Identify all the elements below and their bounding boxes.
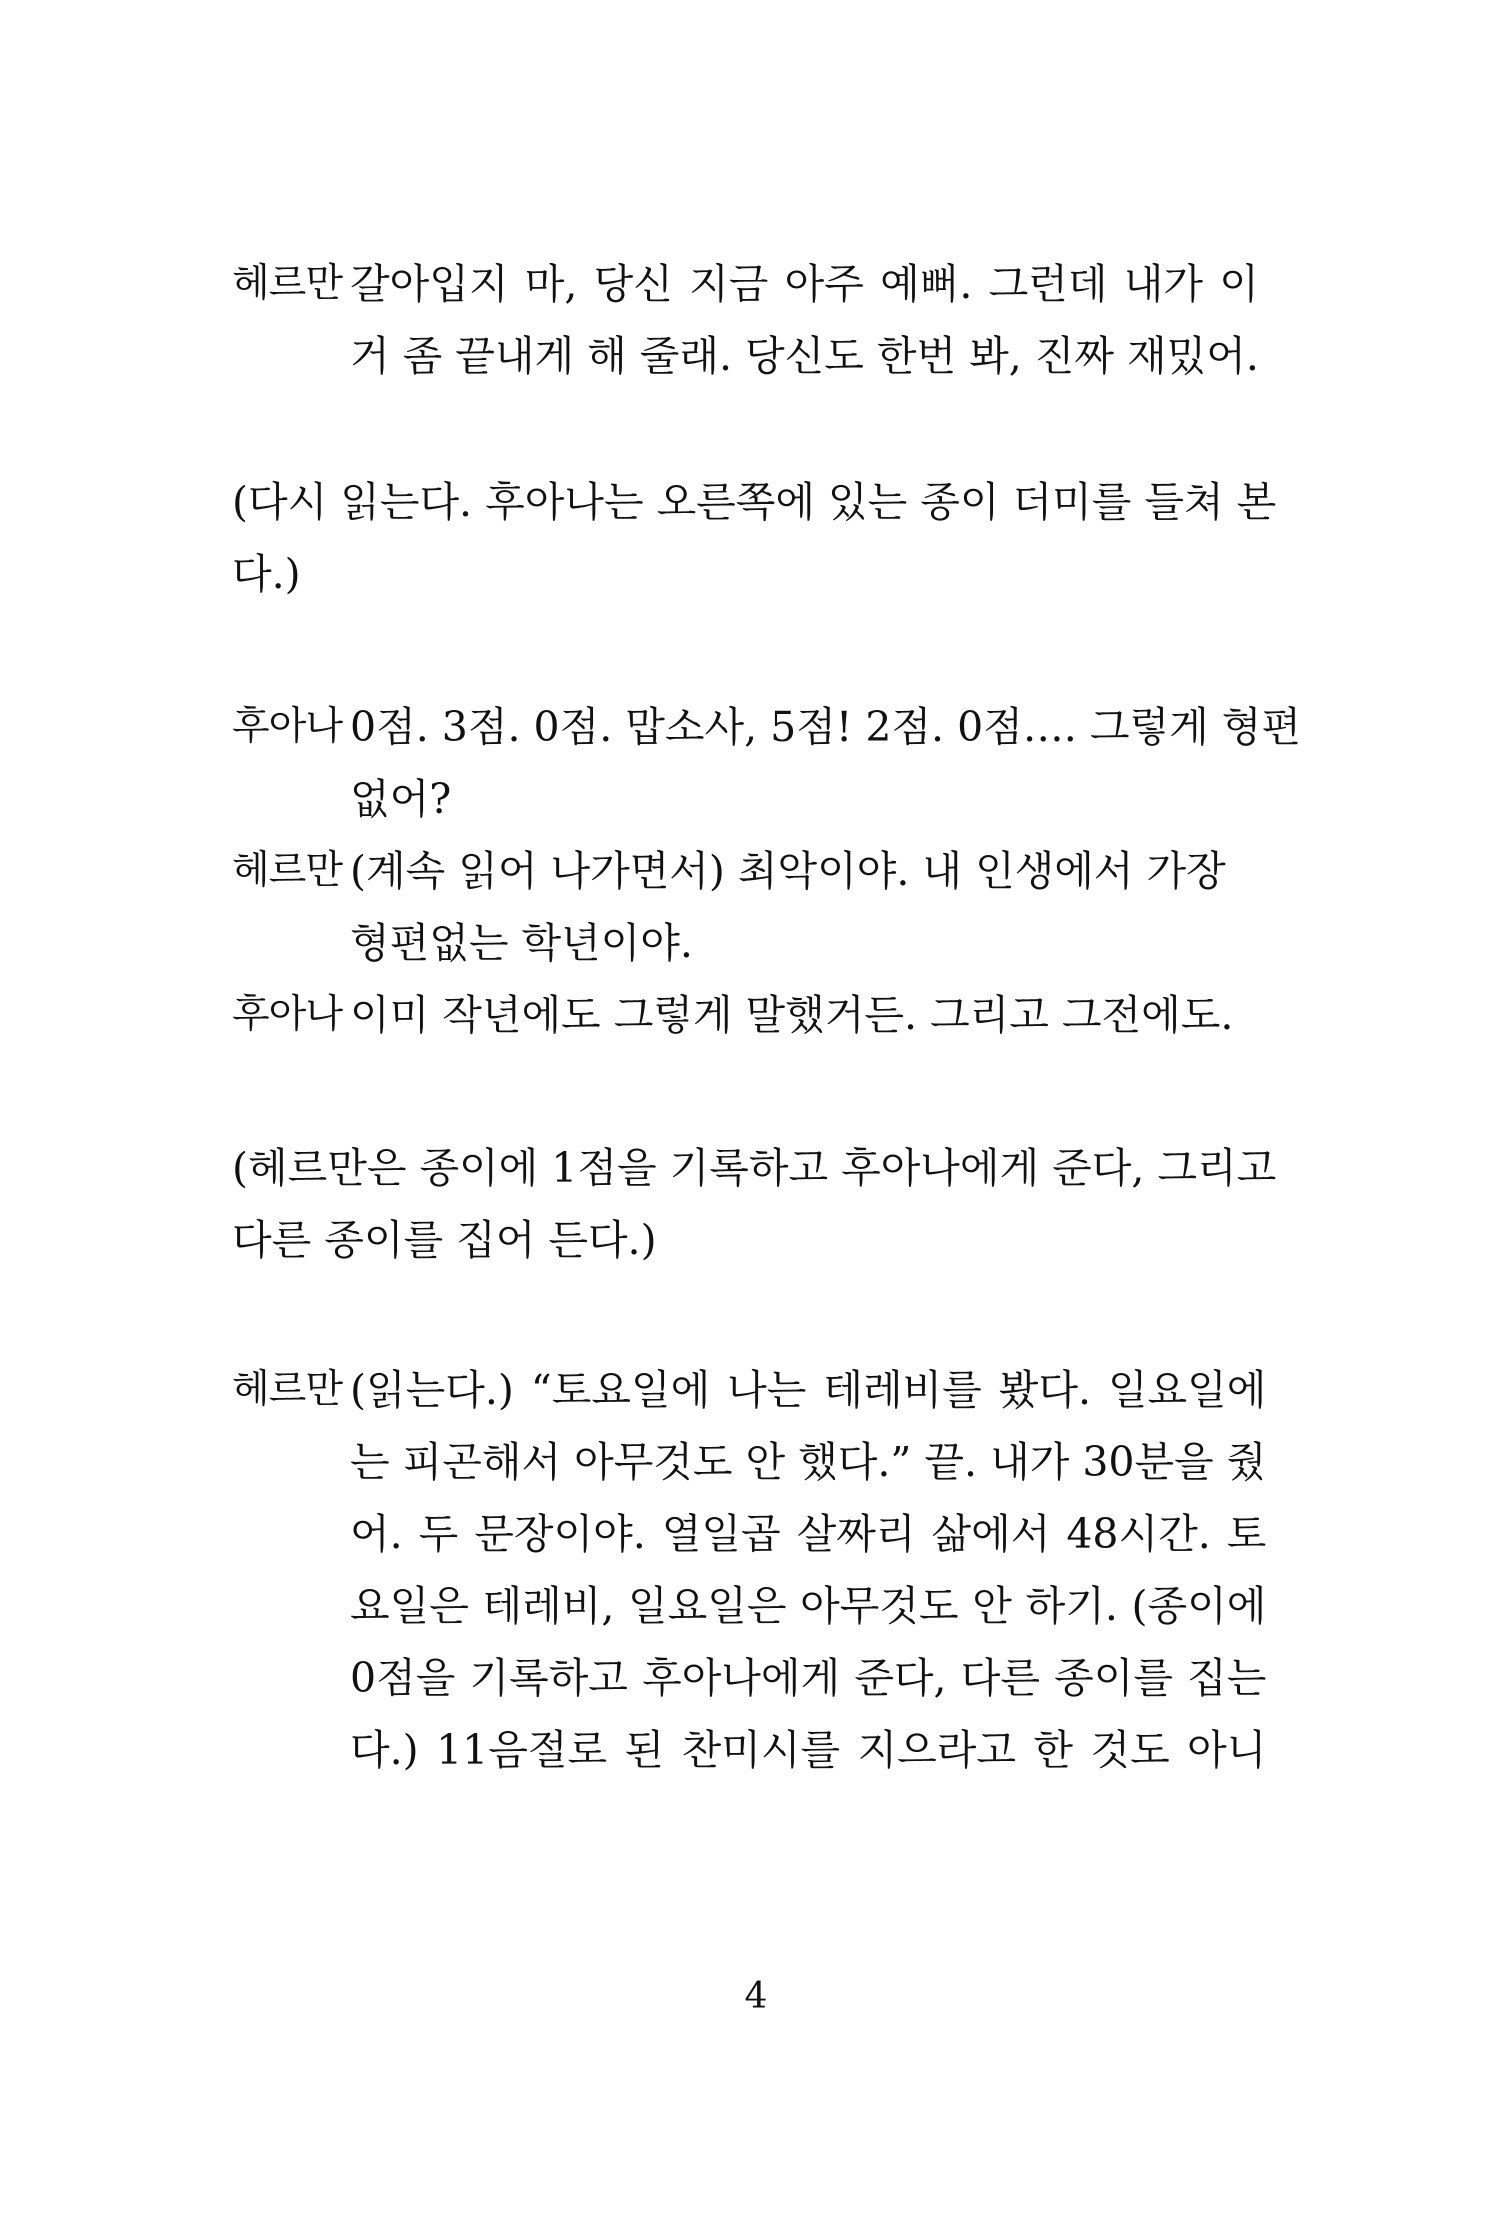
text-line: 갈아입지 마, 당신 지금 아주 예뻐. 그런데 내가 이 [350,260,1259,308]
dialogue-juana-1 [232,691,1301,835]
text-line: 는 피곤해서 아무것도 안 했다.” 끝. 내가 30분을 줬 [350,1438,1267,1486]
text-line: (계속 읽어 나가면서) 최악이야. 내 인생에서 가장 [350,847,1226,895]
text-line: 없어? [350,775,452,823]
dialogue-text [350,691,1301,835]
speaker-name: 후아나 [232,992,343,1037]
speaker-name: 헤르만 [232,848,343,893]
text-line: 요일은 테레비, 일요일은 아무것도 안 하기. (종이에 [350,1582,1267,1630]
text-line: 0점을 기록하고 후아나에게 준다, 다른 종이를 집는 [350,1654,1267,1702]
dialogue-text [350,1354,1266,1786]
stage-direction-1 [232,466,1277,610]
page-number: 4 [744,1976,768,2017]
text-line: 이미 작년에도 그렇게 말했거든. 그리고 그전에도. [350,991,1234,1039]
speaker-name: 후아나 [232,704,343,749]
text-line: 어. 두 문장이야. 열일곱 살짜리 삶에서 48시간. 토 [350,1510,1267,1558]
text-line: 다.) [232,550,301,598]
stage-direction-2 [232,1132,1277,1276]
dialogue-hermann-1 [232,248,1259,392]
dialogue-text [350,979,1233,1051]
text-line: 거 좀 끝내게 해 줄래. 당신도 한번 봐, 진짜 재밌어. [350,332,1259,380]
text-line: 형편없는 학년이야. [350,919,693,967]
text-line: (헤르만은 종이에 1점을 기록하고 후아나에게 준다, 그리고 [232,1144,1277,1192]
text-line: 다른 종이를 집어 든다.) [232,1216,657,1264]
text-line: 0점. 3점. 0점. 맙소사, 5점! 2점. 0점…. 그렇게 형편 [350,703,1301,751]
text-line: (다시 읽는다. 후아나는 오른쪽에 있는 종이 더미를 들쳐 본 [232,478,1277,526]
speaker-name: 헤르만 [232,261,343,306]
dialogue-juana-2 [232,979,1234,1051]
speaker-name: 헤르만 [232,1367,343,1412]
text-line: 다.) 11음절로 된 찬미시를 지으라고 한 것도 아니 [350,1726,1267,1774]
dialogue-text [350,835,1226,979]
dialogue-hermann-2 [232,835,1226,979]
dialogue-text [350,248,1259,392]
text-line: (읽는다.) “토요일에 나는 테레비를 봤다. 일요일에 [350,1366,1267,1414]
dialogue-hermann-3 [232,1354,1267,1786]
